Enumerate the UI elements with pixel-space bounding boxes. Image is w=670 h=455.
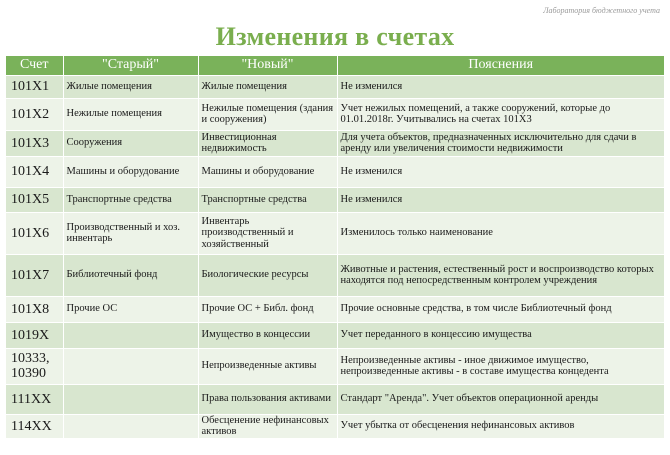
cell-notes: Учет убытка от обесценения нефинансовых активов xyxy=(337,414,664,438)
table-row xyxy=(6,75,664,98)
cell-old xyxy=(63,384,198,414)
table-row xyxy=(6,384,664,414)
cell-account: 101Х3 xyxy=(6,130,63,156)
cell-notes: Изменилось только наименование xyxy=(337,212,664,254)
table-row xyxy=(6,348,664,384)
cell-account: 111ХХ xyxy=(6,384,63,414)
cell-old: Машины и оборудование xyxy=(63,156,198,187)
header-new: "Новый" xyxy=(198,56,337,75)
cell-account: 114ХХ xyxy=(6,414,63,438)
cell-new: Нежилые помещения (здания и сооружения) xyxy=(198,98,337,130)
slide-title: Изменения в счетах xyxy=(215,22,455,51)
cell-new: Прочие ОС + Библ. фонд xyxy=(198,296,337,322)
header-account: Счет xyxy=(6,56,63,75)
table-row xyxy=(6,212,664,254)
cell-old: Жилые помещения xyxy=(63,75,198,98)
cell-new: Имущество в концессии xyxy=(198,322,337,348)
cell-notes: Не изменился xyxy=(337,156,664,187)
cell-new: Инвентарь производственный и хозяйственный xyxy=(198,212,337,254)
cell-new: Непроизведенные активы xyxy=(198,348,337,384)
cell-account: 10333, 10390 xyxy=(6,348,63,384)
cell-new: Транспортные средства xyxy=(198,187,337,212)
cell-new: Обесценение нефинансовых активов xyxy=(198,414,337,438)
cell-account: 101Х5 xyxy=(6,187,63,212)
cell-old: Транспортные средства xyxy=(63,187,198,212)
table-row xyxy=(6,254,664,296)
accounts-changes-table xyxy=(6,56,664,438)
table-row xyxy=(6,98,664,130)
cell-account: 1019Х xyxy=(6,322,63,348)
watermark-text: Лаборатория бюджетного учета xyxy=(543,6,660,15)
cell-old xyxy=(63,414,198,438)
cell-account: 101Х1 xyxy=(6,75,63,98)
cell-account: 101Х4 xyxy=(6,156,63,187)
cell-old xyxy=(63,348,198,384)
cell-notes: Учет переданного в концессию имущества xyxy=(337,322,664,348)
cell-notes: Стандарт "Аренда". Учет объектов операционной аренды xyxy=(337,384,664,414)
cell-new: Жилые помещения xyxy=(198,75,337,98)
cell-old: Прочие ОС xyxy=(63,296,198,322)
table-row xyxy=(6,296,664,322)
table-row xyxy=(6,414,664,438)
cell-notes: Не изменился xyxy=(337,75,664,98)
cell-new: Биологические ресурсы xyxy=(198,254,337,296)
cell-account: 101Х8 xyxy=(6,296,63,322)
cell-notes: Учет нежилых помещений, а также сооружений, которые до 01.01.2018г. Учитывались на счетах 101Х3 xyxy=(337,98,664,130)
table-row xyxy=(6,187,664,212)
cell-old: Сооружения xyxy=(63,130,198,156)
cell-notes: Прочие основные средства, в том числе Библиотечный фонд xyxy=(337,296,664,322)
cell-old: Библиотечный фонд xyxy=(63,254,198,296)
cell-notes: Непроизведенные активы - иное движимое имущество, непроизведенные активы - в составе имущества концедента xyxy=(337,348,664,384)
table-header xyxy=(6,56,664,75)
cell-old: Нежилые помещения xyxy=(63,98,198,130)
header-old: "Старый" xyxy=(63,56,198,75)
cell-new: Права пользования активами xyxy=(198,384,337,414)
table-row xyxy=(6,130,664,156)
table-row xyxy=(6,156,664,187)
cell-account: 101Х2 xyxy=(6,98,63,130)
cell-new: Машины и оборудование xyxy=(198,156,337,187)
cell-account: 101Х7 xyxy=(6,254,63,296)
cell-notes: Не изменился xyxy=(337,187,664,212)
cell-old xyxy=(63,322,198,348)
header-notes: Пояснения xyxy=(468,57,534,73)
cell-new: Инвестиционная недвижимость xyxy=(198,130,337,156)
cell-notes: Для учета объектов, предназначенных исключительно для сдачи в аренду или увеличения стоимости недвижимости xyxy=(337,130,664,156)
cell-account: 101Х6 xyxy=(6,212,63,254)
cell-notes: Животные и растения, естественный рост и воспроизводство которых находятся под непосредственным контролем учреждения xyxy=(337,254,664,296)
table-row xyxy=(6,322,664,348)
cell-old: Производственный и хоз. инвентарь xyxy=(63,212,198,254)
